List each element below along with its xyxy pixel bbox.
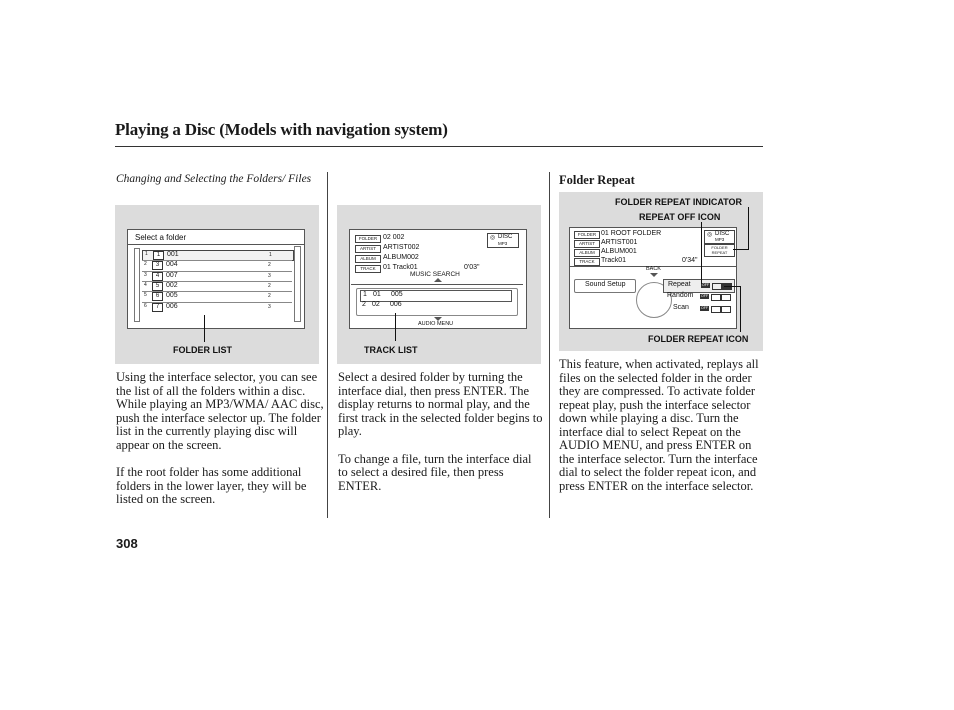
artist-tag: ARTIST — [355, 245, 381, 253]
elapsed-time: 0'34" — [682, 257, 698, 264]
repeat-track-icon[interactable] — [712, 283, 722, 290]
row-number: 4 — [152, 272, 163, 281]
folder-value: 01 ROOT FOLDER — [601, 230, 662, 237]
folder-row[interactable] — [142, 271, 292, 281]
track-row[interactable] — [360, 301, 510, 311]
scan-label: Scan — [673, 304, 689, 311]
disc-box — [704, 230, 735, 244]
artist-value: ARTIST002 — [383, 244, 420, 251]
track-list-figure — [337, 205, 541, 364]
random-off-icon[interactable]: OFF — [701, 294, 708, 298]
sound-setup-button[interactable] — [574, 279, 636, 293]
back-label[interactable]: BACK — [646, 266, 661, 272]
folder-name: 001 — [167, 251, 179, 258]
folder-list-leader — [204, 315, 205, 342]
folder-list-screen — [127, 229, 305, 329]
scan-folder-icon[interactable] — [721, 306, 731, 313]
file-count: 3 — [268, 303, 271, 310]
title-rule — [115, 146, 763, 147]
figure-caption: Changing and Selecting the Folders/ Files — [116, 173, 312, 185]
folder-name: 002 — [166, 281, 178, 289]
album-value: ALBUM001 — [601, 248, 637, 255]
row-index: 4 — [144, 281, 147, 288]
off-icon-leader — [701, 222, 702, 284]
folder-tag: FOLDER — [574, 231, 600, 239]
format-label: MP3 — [498, 241, 508, 246]
format-label: MP3 — [715, 237, 725, 242]
folder-row[interactable] — [142, 260, 292, 270]
indicator-leader-vertical — [748, 207, 749, 249]
col3-paragraph: This feature, when activated, replays all files on the selected folder in the order they are compressed. To activate folder repeat play, push the interface selector down while playing a disc. Turn the interface dial to select Repeat on the AUDIO MENU, and press ENTER on the interface selector. Turn the interface dial to select the folder repeat icon, and press ENTER on the interface selector. — [559, 357, 759, 493]
track-value: Track01 — [601, 257, 627, 264]
divider — [351, 284, 523, 285]
track-index: 2 — [362, 301, 366, 308]
col1-text — [116, 371, 324, 521]
track-tag: TRACK — [574, 258, 600, 266]
folder-row[interactable] — [142, 281, 292, 291]
folder-value: 02 002 — [383, 234, 405, 241]
track-list-leader — [395, 313, 396, 341]
track-name: 006 — [390, 301, 402, 308]
row-number: 1 — [153, 251, 164, 260]
album-value: ALBUM002 — [383, 254, 419, 261]
file-count: 3 — [268, 272, 271, 279]
random-folder-icon[interactable] — [721, 294, 731, 301]
elapsed-time: 0'03" — [464, 264, 480, 271]
folder-list-figure — [115, 205, 319, 364]
row-index: 2 — [144, 261, 147, 268]
repeat-off-icon[interactable]: OFF — [702, 283, 709, 287]
track-list-label: TRACK LIST — [364, 345, 418, 355]
left-scrollbar[interactable] — [134, 248, 140, 322]
audio-menu-label[interactable]: AUDIO MENU — [418, 321, 454, 327]
disc-icon: ◎ — [707, 232, 713, 238]
col3-text — [559, 358, 765, 507]
col2-paragraph-2: To change a file, turn the interface dial to select a desired file, then press ENTER. — [338, 451, 532, 493]
artist-tag: ARTIST — [574, 240, 600, 248]
music-search-label[interactable]: MUSIC SEARCH — [410, 271, 460, 278]
indicator-leader-horizontal — [733, 249, 749, 250]
track-value: 01 Track01 — [383, 264, 418, 271]
folder-repeat-screen — [569, 227, 737, 329]
track-tag: TRACK — [355, 265, 381, 273]
album-tag: ALBUM — [355, 255, 381, 263]
folder-row[interactable] — [142, 291, 292, 301]
track-index: 1 — [363, 291, 367, 298]
repeat-label: Repeat — [668, 281, 691, 288]
column-divider-2 — [549, 172, 550, 518]
folder-repeat-indicator: FOLDER REPEAT — [704, 244, 735, 257]
track-number: 01 — [373, 291, 381, 298]
disc-box — [487, 233, 519, 248]
scan-row[interactable] — [663, 303, 733, 314]
album-tag: ALBUM — [574, 249, 600, 257]
folder-repeat-indicator-label: FOLDER REPEAT INDICATOR — [615, 197, 743, 207]
folder-name: 004 — [166, 261, 178, 269]
random-label: Random — [667, 292, 694, 299]
col1-paragraph-2: If the root folder has some additional folders in the lower layer, they will be listed on the screen. — [116, 465, 307, 506]
page-title: Playing a Disc (Models with navigation system) — [115, 120, 448, 139]
row-number: 7 — [152, 303, 163, 312]
random-track-icon[interactable] — [711, 294, 721, 301]
file-count: 2 — [268, 282, 271, 289]
folder-name: 007 — [166, 271, 178, 279]
disc-label: DISC — [498, 234, 513, 240]
repeat-off-icon-label: REPEAT OFF ICON — [639, 212, 721, 222]
screen-title: Select a folder — [135, 233, 187, 242]
folder-tag: FOLDER — [355, 235, 381, 243]
col2-paragraph-1: Select a desired folder by turning the interface dial, then press ENTER. The display returns to normal play, and the first track in the selected folder begins to play. — [338, 370, 543, 438]
row-index: 3 — [144, 271, 147, 278]
track-list-screen — [349, 229, 527, 329]
folder-repeat-figure — [559, 192, 763, 351]
track-number: 02 — [372, 301, 380, 308]
section-heading: Folder Repeat — [559, 173, 635, 187]
col1-paragraph-1: Using the interface selector, you can see the list of all the folders within a disc. While playing an MP3/WMA/ AAC disc, push the interface selector up. The folder list in the currently playing disc will appear on the screen. — [116, 370, 324, 452]
row-number: 3 — [152, 261, 163, 270]
page-number: 308 — [116, 536, 138, 551]
right-scrollbar[interactable] — [294, 246, 301, 322]
track-name: 005 — [391, 291, 403, 298]
column-divider-1 — [327, 172, 328, 518]
random-row[interactable] — [663, 291, 733, 302]
row-index: 1 — [145, 251, 148, 257]
scan-off-icon[interactable]: OFF — [701, 306, 708, 310]
disc-icon: ◎ — [490, 235, 496, 241]
folder-name: 006 — [166, 302, 178, 310]
folder-icon-leader-horizontal — [724, 286, 741, 287]
folder-row[interactable] — [142, 302, 292, 312]
row-number: 6 — [152, 292, 163, 301]
file-count: 2 — [268, 293, 271, 300]
folder-list-label: FOLDER LIST — [173, 345, 232, 355]
scan-track-icon[interactable] — [711, 306, 721, 313]
sound-setup-label: Sound Setup — [585, 281, 626, 288]
file-count: 2 — [268, 262, 271, 269]
file-count: 1 — [269, 252, 272, 258]
artist-value: ARTIST001 — [601, 239, 638, 246]
row-index: 6 — [144, 302, 147, 309]
folder-icon-leader-vertical — [740, 286, 741, 332]
down-arrow-icon — [650, 273, 658, 277]
disc-label: DISC — [715, 231, 730, 237]
row-index: 5 — [144, 292, 147, 299]
folder-repeat-icon-label: FOLDER REPEAT ICON — [648, 334, 749, 344]
divider — [128, 244, 304, 245]
row-number: 5 — [152, 282, 163, 291]
up-arrow-icon — [434, 278, 442, 282]
col2-text — [338, 371, 544, 507]
folder-name: 005 — [166, 292, 178, 300]
